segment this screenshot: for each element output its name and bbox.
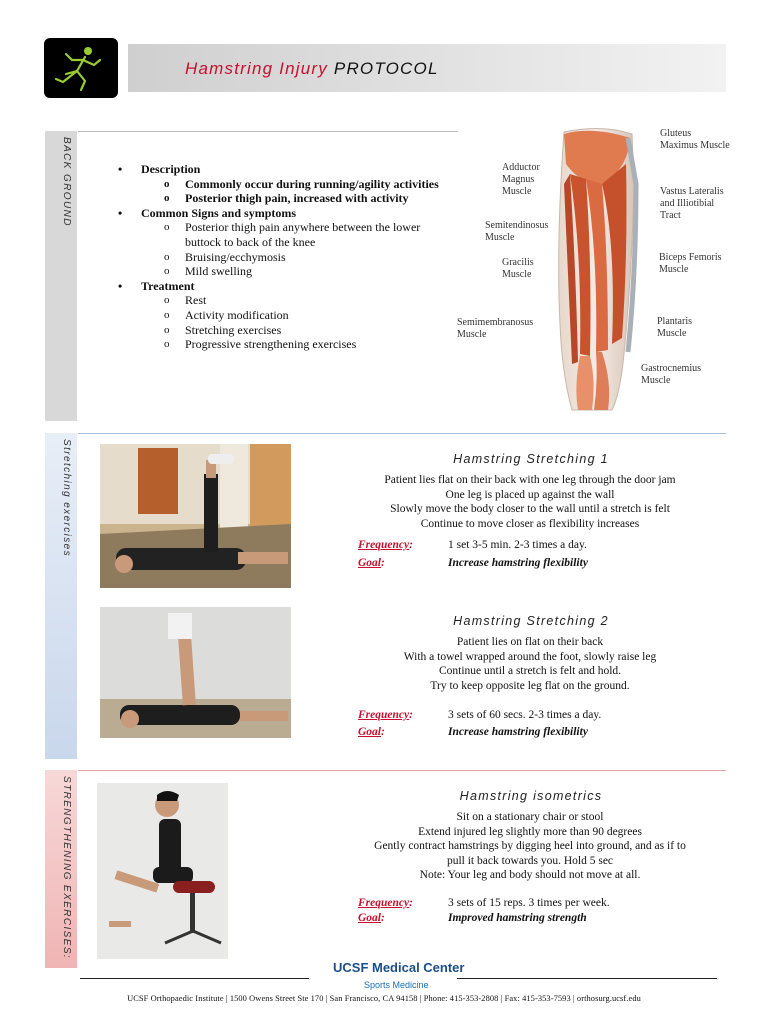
instruction-line: One leg is placed up against the wall	[445, 488, 615, 501]
isometrics-description	[340, 810, 720, 883]
list-heading: • Common Signs and symptoms	[118, 206, 458, 221]
runner-icon	[44, 38, 118, 98]
title-injury: Hamstring Injury	[185, 59, 328, 78]
footer-divider	[457, 978, 717, 979]
list-heading: • Treatment	[118, 279, 458, 294]
stretch1-frequency: Frequency: 1 set 3-5 min. 2-3 times a day.	[358, 539, 587, 551]
background-list	[118, 162, 458, 352]
goal-value: Improved hamstring strength	[448, 912, 587, 924]
stretching-band	[45, 433, 77, 759]
stretch2-goal: Goal: Increase hamstring flexibility	[358, 726, 588, 738]
footer-address: UCSF Orthopaedic Institute | 1500 Owens Street Ste 170 | San Francisco, CA 94158 | Phone: 415-353-2808 | Fax: 415-353-7593 | orthosurg.ucsf.edu	[127, 994, 641, 1003]
stretch1-description	[340, 473, 720, 531]
label-adductor: Adductor Magnus Muscle	[502, 162, 540, 197]
frequency-label: Frequency	[358, 709, 410, 721]
seated-isometric-illustration	[97, 783, 228, 959]
divider	[78, 131, 458, 132]
stretching-band-label: Stretching exercises	[61, 439, 72, 558]
stretch1-photo	[100, 444, 291, 588]
label-gastrocnemius: Gastrocnemius Muscle	[641, 363, 701, 386]
title-protocol: PROTOCOL	[333, 59, 439, 78]
list-item: o Bruising/ecchymosis	[118, 250, 458, 265]
door-stretch-illustration	[100, 444, 291, 588]
stretch1-goal: Goal: Increase hamstring flexibility	[358, 557, 588, 569]
goal-label: Goal	[358, 912, 381, 924]
label-gluteus: Gluteus Maximus Muscle	[660, 128, 730, 151]
label-vastus: Vastus Lateralis and Illiotibial Tract	[660, 186, 724, 221]
list-item: o Posterior thigh pain, increased with activity	[118, 191, 458, 206]
instruction-line: Extend injured leg slightly more than 90 degrees	[418, 825, 642, 838]
instruction-line: Slowly move the body closer to the wall until a stretch is felt	[390, 503, 670, 515]
instruction-line: Patient lies on flat on their back	[456, 636, 604, 648]
stretch2-description	[340, 635, 720, 693]
list-item: o Posterior thigh pain anywhere between the lower buttock to back of the knee	[118, 220, 458, 249]
page-title	[185, 59, 439, 79]
hamstring-anatomy-figure	[452, 124, 732, 414]
instruction-line: Continue to move closer as flexibility increases	[420, 517, 640, 530]
list-heading: • Description	[118, 162, 458, 177]
stretch2-photo	[100, 607, 291, 738]
frequency-label: Frequency	[358, 539, 410, 551]
label-gracilis: Gracilis Muscle	[502, 257, 534, 280]
list-item: o Activity modification	[118, 308, 458, 323]
stretch2-frequency: Frequency: 3 sets of 60 secs. 2-3 times a day.	[358, 709, 602, 721]
goal-value: Increase hamstring flexibility	[448, 726, 588, 738]
frequency-label: Frequency	[358, 897, 410, 909]
strengthening-band-label: STRENGTHENING EXERCISES:	[61, 776, 72, 960]
label-plantaris: Plantaris Muscle	[657, 316, 692, 339]
goal-label: Goal	[358, 557, 381, 569]
isometrics-goal: Goal: Improved hamstring strength	[358, 912, 587, 924]
background-band-label: BACK GROUND	[61, 137, 72, 227]
footer-divider	[80, 978, 309, 979]
frequency-value: 1 set 3-5 min. 2-3 times a day.	[448, 539, 587, 551]
instruction-line: pull it back towards you. Hold 5 sec	[446, 854, 614, 867]
instruction-line: Sit on a stationary chair or stool	[456, 811, 604, 823]
instruction-line: With a towel wrapped around the foot, slowly raise leg	[403, 650, 657, 663]
isometrics-frequency: Frequency: 3 sets of 15 reps. 3 times per week.	[358, 897, 610, 909]
runner-logo	[44, 38, 118, 98]
ucsf-logo-subtitle: Sports Medicine	[364, 980, 429, 990]
frequency-value: 3 sets of 15 reps. 3 times per week.	[448, 897, 610, 909]
goal-label: Goal	[358, 726, 381, 738]
list-item: o Stretching exercises	[118, 323, 458, 338]
strengthening-band	[45, 770, 77, 968]
label-semimembranosus: Semimembranosus Muscle	[457, 317, 534, 340]
instruction-line: Patient lies flat on their back with one leg through the door jam	[384, 474, 676, 486]
list-item: o Rest	[118, 293, 458, 308]
stretch2-title: Hamstring Stretching 2	[453, 614, 609, 628]
isometrics-title: Hamstring isometrics	[459, 789, 603, 803]
ucsf-logo: UCSF Medical Center	[333, 960, 465, 975]
isometrics-photo	[97, 783, 228, 959]
instruction-line: Try to keep opposite leg flat on the ground.	[430, 679, 630, 692]
background-band	[45, 131, 77, 421]
stretch1-title: Hamstring Stretching 1	[453, 452, 609, 466]
frequency-value: 3 sets of 60 secs. 2-3 times a day.	[448, 709, 602, 721]
divider	[78, 433, 726, 434]
towel-stretch-illustration	[100, 607, 291, 738]
goal-value: Increase hamstring flexibility	[448, 557, 588, 569]
instruction-line: Note: Your leg and body should not move at all.	[419, 869, 641, 881]
label-biceps: Biceps Femoris Muscle	[659, 252, 722, 275]
instruction-line: Gently contract hamstrings by digging heel into ground, and as if to	[374, 840, 686, 852]
list-item: o Commonly occur during running/agility activities	[118, 177, 458, 192]
divider	[78, 770, 726, 771]
list-item: o Progressive strengthening exercises	[118, 337, 458, 352]
instruction-line: Continue until a stretch is felt and hold.	[438, 665, 622, 677]
list-item: o Mild swelling	[118, 264, 458, 279]
label-semitendinosus: Semitendinosus Muscle	[485, 220, 549, 243]
